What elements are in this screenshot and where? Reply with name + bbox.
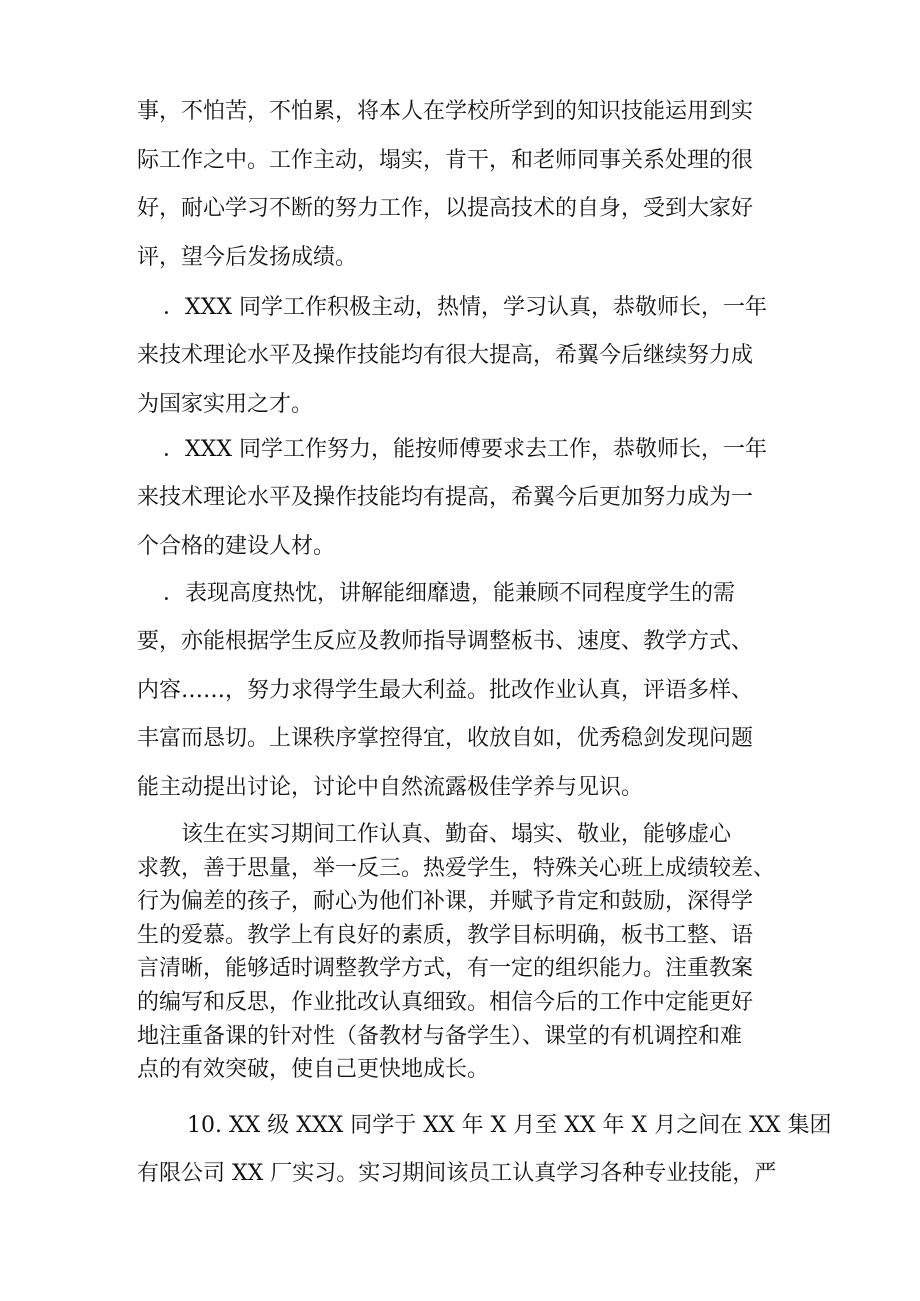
text-line: ．XXX 同学工作积极主动，热情，学习认真，恭敬师长，一年: [163, 295, 767, 320]
paragraph-4: [163, 570, 823, 619]
paragraph-5: [137, 818, 797, 1087]
text-line: 10. XX 级 XXX 同学于 XX 年 X 月至 XX 年 X 月之间在 XX 集团: [187, 1113, 832, 1138]
text-line: 有限公司 XX 厂实习。实习期间该员工认真学习各种专业技能，严: [137, 1161, 777, 1186]
paragraph-2-cont: [137, 332, 797, 429]
text-line: 要，亦能根据学生反应及教师指导调整板书、速度、教学方式、: [137, 629, 754, 654]
text-line: 评，望今后发扬成绩。: [137, 244, 358, 270]
paragraph-3: [163, 426, 823, 475]
text-line: 地注重备课的针对性（备教材与备学生）、课堂的有机调控和难: [137, 1023, 743, 1049]
text-line: 的编写和反思，作业批改认真细致。相信今后的工作中定能更好: [137, 989, 754, 1015]
paragraph-6: [187, 1102, 847, 1151]
text-line: 言清晰，能够适时调整教学方式，有一定的组织能力。注重教案: [137, 956, 754, 982]
text-line: 来技术理论水平及操作技能均有很大提高，希翼今后继续努力成: [137, 343, 754, 368]
text-line: 内容……，努力求得学生最大利益。批改作业认真，评语多样、: [137, 677, 754, 703]
paragraph-3-cont: [137, 474, 797, 571]
text-line: 为国家实用之才。: [137, 391, 314, 417]
text-line: 该生在实习期间工作认真、勤奋、塌实、敬业，能够虚心: [137, 822, 732, 847]
text-line: 个合格的建设人材。: [137, 533, 336, 559]
text-line: 行为偏差的孩子，耐心为他们补课，并赋予肯定和鼓励，深得学: [137, 889, 754, 915]
text-line: 求教，善于思量，举一反三。热爱学生，特殊关心班上成绩较差、: [137, 855, 776, 881]
text-line: 来技术理论水平及操作技能均有提高，希翼今后更加努力成为一: [137, 485, 754, 510]
text-line: 点的有效突破，使自己更快地成长。: [137, 1057, 490, 1083]
text-line: 事，不怕苦，不怕累，将本人在学校所学到的知识技能运用到实: [137, 99, 754, 124]
text-line: 生的爱慕。教学上有良好的素质，教学目标明确，板书工整、语: [137, 922, 754, 948]
paragraph-2: [163, 284, 823, 333]
paragraph-1: [137, 88, 797, 282]
text-line: 能主动提出讨论，讨论中自然流露极佳学养与见识。: [137, 774, 644, 800]
text-line: ．XXX 同学工作努力，能按师傅要求去工作，恭敬师长，一年: [163, 437, 767, 462]
text-line: ．表现高度热忱，讲解能细靡遗，能兼顾不同程度学生的需: [163, 581, 736, 606]
text-line: 好，耐心学习不断的努力工作，以提高技术的自身，受到大家好: [137, 196, 754, 222]
text-line: 际工作之中。工作主动，塌实，肯干，和老师同事关系处理的很: [137, 147, 754, 173]
text-line: 丰富而恳切。上课秩序掌控得宜，收放自如，优秀稳剑发现问题: [137, 726, 754, 752]
paragraph-4-cont: [137, 618, 797, 812]
paragraph-6-cont: [137, 1150, 797, 1199]
